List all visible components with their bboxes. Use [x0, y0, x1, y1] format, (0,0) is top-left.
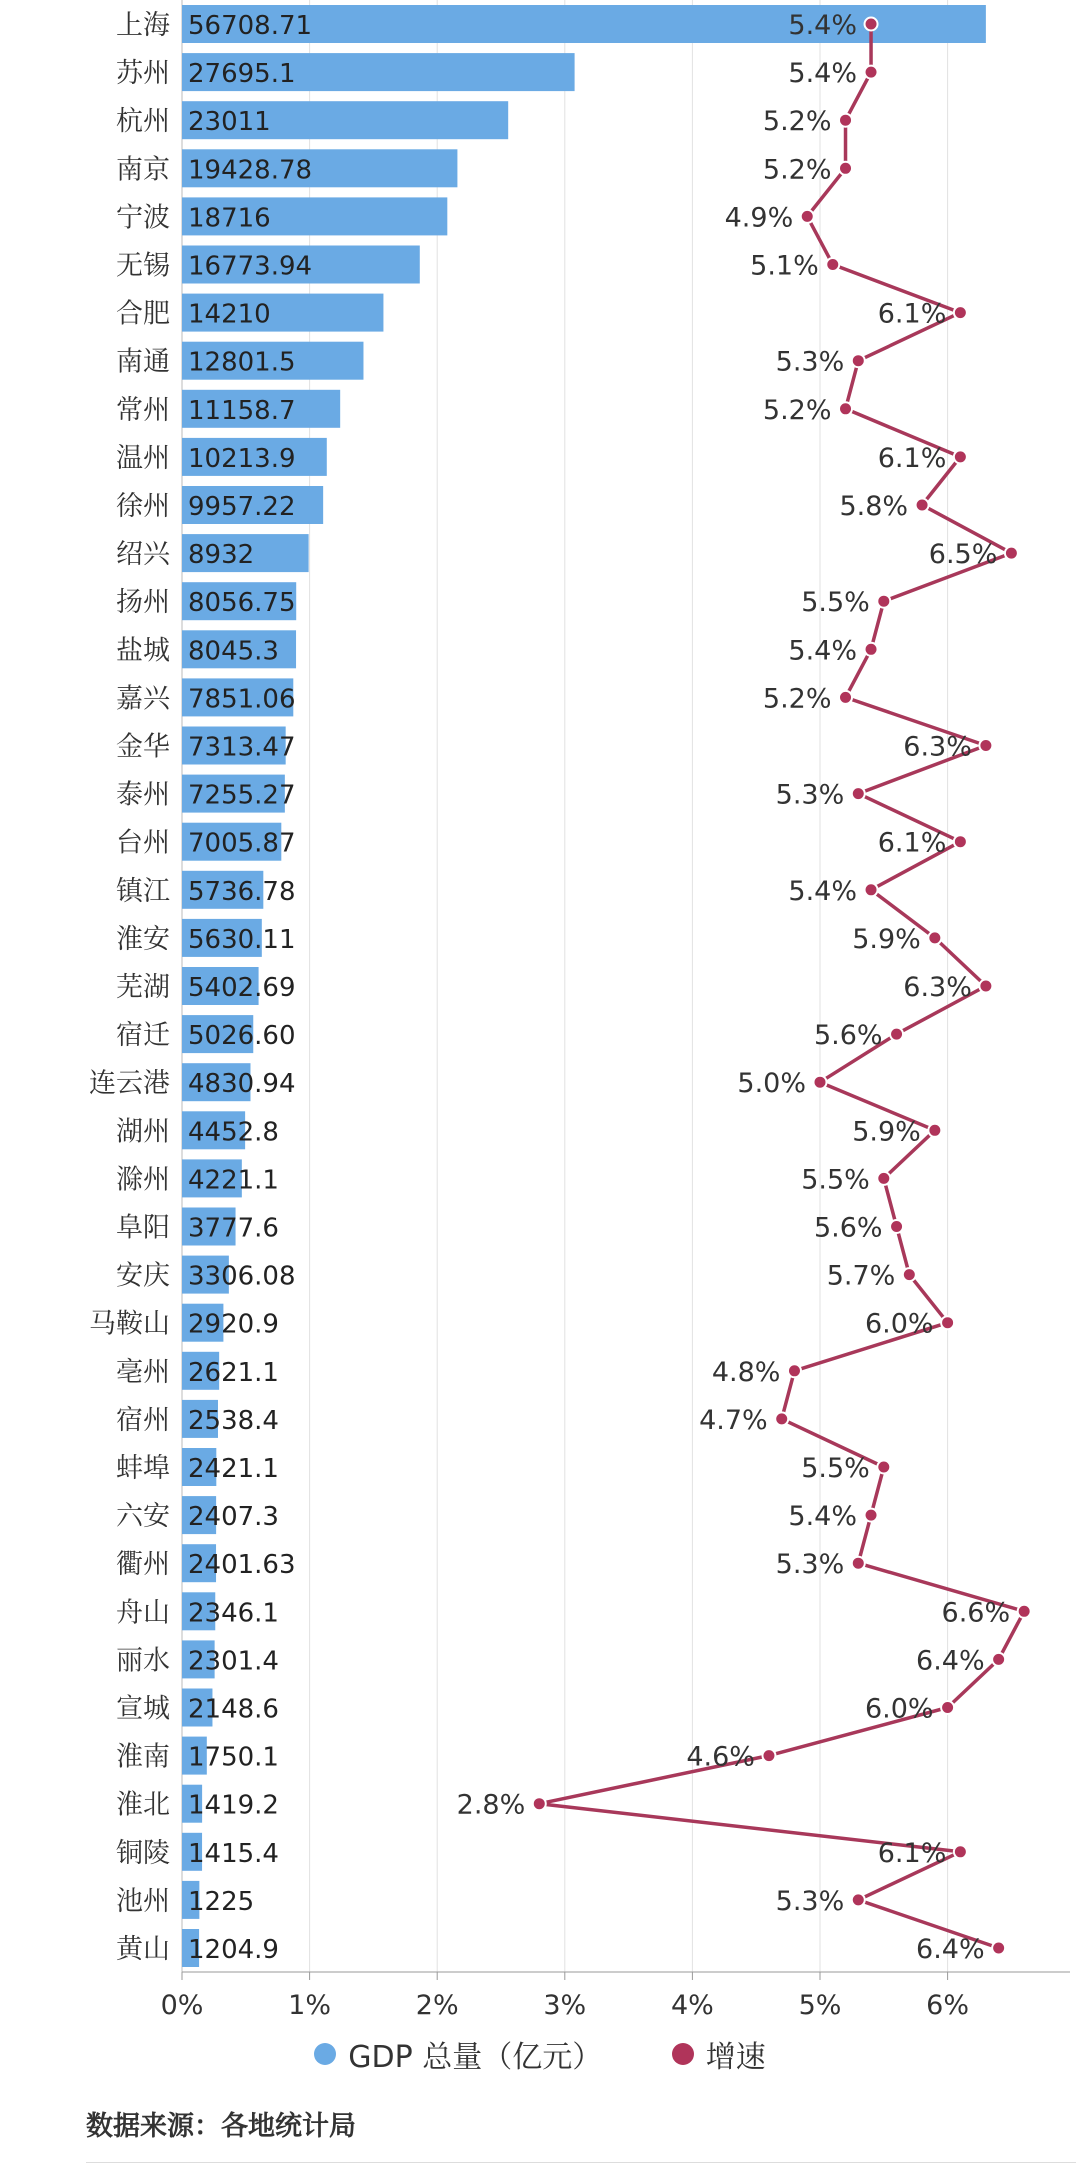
- growth-point: [954, 450, 967, 463]
- category-label: 苏州: [116, 58, 170, 90]
- category-label: 绍兴: [116, 539, 170, 571]
- growth-point: [954, 306, 967, 319]
- bar-value-label: 5736.78: [188, 876, 296, 907]
- growth-point: [865, 883, 878, 896]
- x-tick-label: 6%: [926, 1990, 970, 2020]
- bar-value-label: 5026.60: [188, 1021, 296, 1052]
- category-label: 常州: [116, 394, 170, 426]
- bar-value-label: 7851.06: [188, 684, 296, 715]
- category-label: 蚌埠: [116, 1453, 170, 1484]
- bar-value-label: 1204.9: [188, 1935, 279, 1965]
- growth-point: [928, 1124, 941, 1137]
- growth-point: [852, 354, 865, 367]
- bar-value-label: 7255.27: [188, 780, 296, 811]
- bar-value-label: 10213.9: [188, 443, 296, 474]
- growth-value-label: 6.1%: [877, 298, 947, 330]
- growth-value-label: 4.8%: [711, 1356, 781, 1388]
- category-label: 阜阳: [116, 1212, 170, 1244]
- bar-value-label: 16773.94: [188, 251, 313, 282]
- growth-value-label: 5.2%: [762, 394, 832, 426]
- category-label: 宁波: [116, 202, 170, 234]
- growth-point: [890, 1220, 903, 1233]
- category-label: 上海: [116, 10, 170, 41]
- x-tick-label: 4%: [670, 1990, 714, 2020]
- growth-point: [992, 1942, 1005, 1955]
- growth-point: [814, 1076, 827, 1089]
- x-tick-label: 0%: [160, 1990, 204, 2020]
- growth-point: [877, 1461, 890, 1474]
- growth-value-label: 4.9%: [724, 202, 794, 234]
- growth-value-label: 5.3%: [775, 346, 845, 378]
- bar-value-label: 4221.1: [188, 1165, 279, 1196]
- category-label: 安庆: [116, 1260, 170, 1292]
- bar-value-label: 1750.1: [188, 1742, 279, 1773]
- growth-value-label: 6.1%: [877, 1837, 947, 1869]
- bar-value-label: 2421.1: [188, 1454, 279, 1484]
- bar-value-label: 2401.63: [188, 1550, 296, 1581]
- bar-value-label: 7005.87: [188, 828, 296, 859]
- bar-value-label: 1419.2: [188, 1790, 279, 1821]
- bar-value-label: 23011: [188, 107, 271, 138]
- growth-value-label: 5.2%: [762, 683, 832, 715]
- bar-value-label: 8932: [188, 540, 255, 571]
- growth-point: [839, 402, 852, 415]
- growth-value-label: 6.3%: [903, 972, 972, 1003]
- bar-value-label: 3777.6: [188, 1213, 279, 1244]
- legend-swatch-growth: [672, 2043, 694, 2065]
- growth-point: [954, 1845, 967, 1858]
- bar-value-label: 2621.1: [188, 1357, 279, 1388]
- growth-point: [839, 691, 852, 704]
- growth-value-label: 4.7%: [699, 1404, 768, 1436]
- category-label: 扬州: [116, 587, 170, 619]
- bar-value-label: 18716: [188, 203, 271, 234]
- growth-point: [877, 595, 890, 608]
- data-source-note: 数据来源：各地统计局: [86, 2111, 356, 2142]
- category-label: 池州: [116, 1885, 170, 1917]
- growth-value-label: 5.4%: [788, 10, 858, 41]
- growth-value-label: 5.6%: [813, 1212, 883, 1244]
- growth-point: [865, 1509, 878, 1522]
- legend-label-gdp: GDP 总量（亿元）: [348, 2040, 603, 2075]
- growth-point: [801, 210, 814, 223]
- bar-value-label: 7313.47: [188, 732, 296, 763]
- bar-value-label: 56708.71: [188, 11, 313, 41]
- category-label: 衢州: [116, 1549, 170, 1581]
- category-label: 连云港: [89, 1068, 170, 1100]
- growth-point: [865, 18, 878, 31]
- footer-divider: [86, 2162, 1076, 2163]
- bar-value-label: 8056.75: [188, 588, 296, 619]
- category-label: 芜湖: [116, 972, 170, 1003]
- growth-point: [533, 1797, 546, 1810]
- category-label: 温州: [116, 442, 170, 474]
- legend: [0, 2032, 1080, 2076]
- x-tick-label: 1%: [288, 1990, 332, 2020]
- growth-point: [839, 114, 852, 127]
- bar-value-label: 2301.4: [188, 1646, 279, 1677]
- x-tick-label: 2%: [415, 1990, 459, 2020]
- bar-value-label: 11158.7: [188, 395, 296, 426]
- growth-point: [762, 1749, 775, 1762]
- growth-value-label: 5.6%: [813, 1020, 883, 1052]
- growth-value-label: 5.2%: [762, 106, 832, 138]
- legend-label-growth: 增速: [705, 2040, 766, 2075]
- growth-value-label: 5.4%: [788, 875, 858, 907]
- bar-value-label: 14210: [188, 299, 271, 330]
- growth-point: [941, 1701, 954, 1714]
- growth-point: [852, 1557, 865, 1570]
- growth-value-label: 5.3%: [775, 1549, 845, 1581]
- legend-item-gdp: [314, 2032, 602, 2076]
- growth-value-label: 5.5%: [801, 587, 870, 619]
- growth-value-label: 5.7%: [826, 1260, 896, 1292]
- bar-value-label: 8045.3: [188, 636, 279, 667]
- category-label: 泰州: [116, 779, 170, 811]
- category-label: 合肥: [116, 298, 170, 330]
- bar-value-label: 27695.1: [188, 59, 296, 90]
- category-label: 湖州: [116, 1116, 170, 1148]
- growth-value-label: 4.6%: [686, 1741, 755, 1773]
- category-label: 徐州: [116, 491, 170, 522]
- category-label: 舟山: [116, 1597, 170, 1629]
- legend-swatch-gdp: [314, 2043, 336, 2065]
- growth-value-label: 5.8%: [839, 491, 909, 522]
- bar-value-label: 5630.11: [188, 924, 296, 955]
- growth-value-label: 5.2%: [762, 154, 832, 186]
- growth-value-label: 6.6%: [941, 1597, 1011, 1629]
- growth-value-label: 6.1%: [877, 827, 947, 859]
- category-label: 丽水: [116, 1645, 170, 1677]
- category-label: 镇江: [116, 875, 170, 907]
- growth-point: [877, 1172, 890, 1185]
- growth-value-label: 5.4%: [788, 1501, 858, 1533]
- category-label: 六安: [116, 1501, 170, 1533]
- growth-point: [788, 1364, 801, 1377]
- growth-point: [826, 258, 839, 271]
- growth-value-label: 6.4%: [916, 1934, 985, 1965]
- bar-value-label: 2920.9: [188, 1309, 279, 1340]
- growth-point: [979, 980, 992, 993]
- growth-value-label: 5.3%: [775, 779, 845, 811]
- growth-value-label: 5.5%: [801, 1453, 870, 1484]
- bar-value-label: 9957.22: [188, 492, 296, 522]
- category-label: 宿州: [116, 1404, 170, 1436]
- category-label: 南通: [116, 346, 170, 378]
- growth-point: [865, 66, 878, 79]
- growth-value-label: 5.1%: [750, 250, 819, 282]
- x-tick-label: 3%: [543, 1990, 587, 2020]
- growth-value-label: 6.4%: [916, 1645, 985, 1677]
- growth-point: [1005, 547, 1018, 560]
- growth-value-label: 5.9%: [852, 1116, 921, 1148]
- growth-point: [852, 1893, 865, 1906]
- growth-value-label: 5.4%: [788, 635, 858, 667]
- bar-value-label: 1225: [188, 1886, 255, 1917]
- growth-value-label: 5.5%: [801, 1164, 870, 1196]
- growth-point: [852, 787, 865, 800]
- bar-value-label: 1415.4: [188, 1838, 279, 1869]
- bar-value-label: 4452.8: [188, 1117, 279, 1148]
- category-label: 铜陵: [116, 1837, 170, 1869]
- growth-value-label: 6.1%: [877, 442, 947, 474]
- growth-value-label: 5.3%: [775, 1885, 845, 1917]
- bar-value-label: 2148.6: [188, 1694, 279, 1725]
- category-label: 淮北: [116, 1789, 170, 1821]
- bar-value-label: 4830.94: [188, 1069, 296, 1100]
- growth-point: [928, 931, 941, 944]
- bar-value-label: 2346.1: [188, 1598, 279, 1629]
- category-label: 台州: [116, 827, 170, 859]
- bar-value-label: 3306.08: [188, 1261, 296, 1292]
- category-label: 南京: [116, 154, 170, 186]
- growth-point: [839, 162, 852, 175]
- growth-point: [775, 1412, 788, 1425]
- category-label: 黄山: [116, 1934, 170, 1965]
- growth-point: [890, 1028, 903, 1041]
- category-label: 盐城: [116, 635, 170, 667]
- growth-value-label: 5.4%: [788, 58, 858, 90]
- growth-point: [941, 1316, 954, 1329]
- growth-point: [979, 739, 992, 752]
- bar-value-label: 2407.3: [188, 1502, 279, 1533]
- bar-value-label: 2538.4: [188, 1405, 279, 1436]
- category-label: 马鞍山: [89, 1308, 170, 1340]
- growth-point: [1018, 1605, 1031, 1618]
- growth-value-label: 6.0%: [864, 1693, 934, 1725]
- growth-point: [916, 499, 929, 512]
- growth-point: [954, 835, 967, 848]
- x-tick-label: 5%: [798, 1990, 842, 2020]
- bar-value-label: 5402.69: [188, 973, 296, 1003]
- growth-value-label: 5.9%: [852, 923, 921, 955]
- growth-point: [865, 643, 878, 656]
- category-label: 淮安: [116, 923, 170, 955]
- legend-item-growth: [672, 2032, 766, 2076]
- category-label: 亳州: [116, 1356, 170, 1388]
- growth-point: [992, 1653, 1005, 1666]
- growth-value-label: 2.8%: [456, 1789, 526, 1821]
- category-label: 淮南: [116, 1741, 170, 1773]
- category-label: 宿迁: [116, 1020, 170, 1052]
- growth-value-label: 6.0%: [864, 1308, 934, 1340]
- category-label: 宣城: [116, 1693, 170, 1725]
- category-label: 杭州: [116, 106, 170, 138]
- growth-value-label: 6.3%: [903, 731, 972, 763]
- category-label: 滁州: [116, 1164, 170, 1196]
- growth-value-label: 5.0%: [737, 1068, 806, 1100]
- category-label: 无锡: [116, 250, 170, 282]
- category-label: 金华: [116, 731, 170, 763]
- category-label: 嘉兴: [116, 683, 170, 715]
- bar-value-label: 12801.5: [188, 347, 296, 378]
- growth-point: [903, 1268, 916, 1281]
- bar-value-label: 19428.78: [188, 155, 313, 186]
- growth-value-label: 6.5%: [928, 539, 998, 571]
